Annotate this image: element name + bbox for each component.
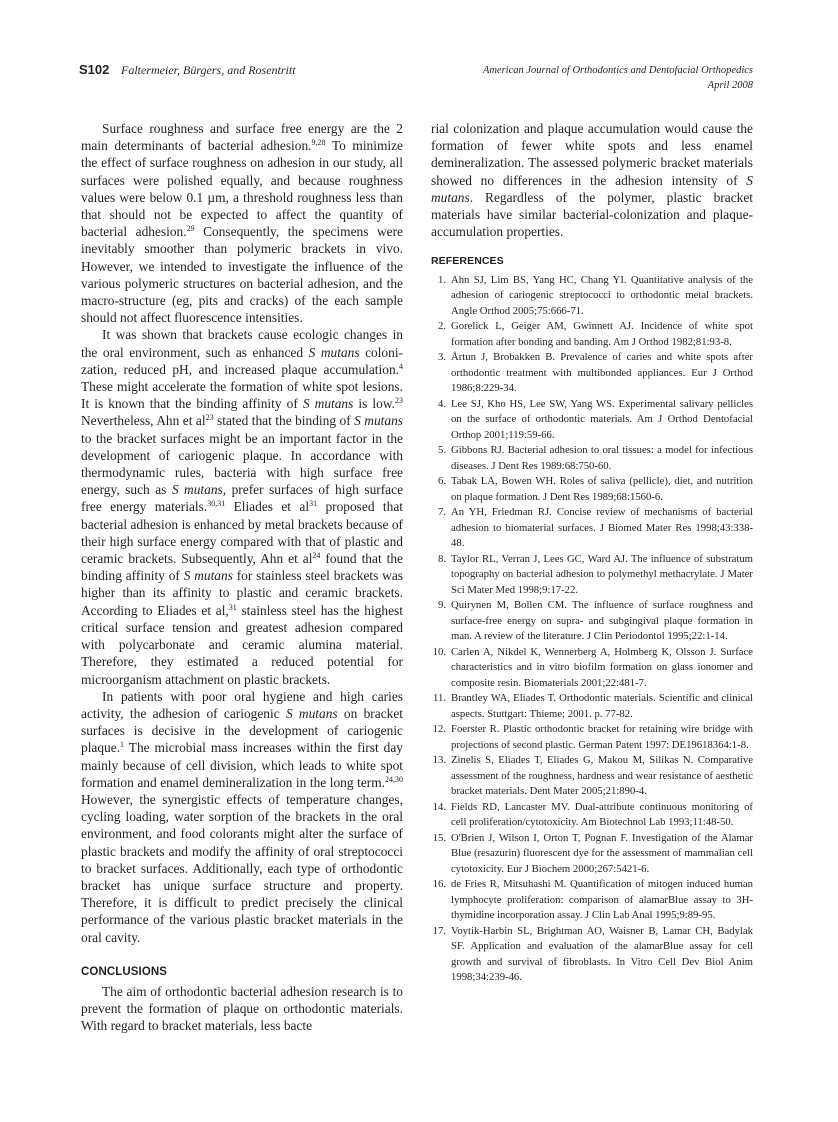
- reference-item: [431, 350, 753, 397]
- reference-number: 6.: [437, 475, 446, 488]
- reference-number: 10.: [432, 645, 446, 658]
- reference-list: [431, 273, 753, 986]
- reference-item: [431, 397, 753, 444]
- reference-text: Ahn SJ, Lim BS, Yang HC, Chang YI. Quantitative analysis of the adhesion of cariogenic streptococci to orthodontic metal brackets. Angle Orthod 2005;75:666-71.: [451, 273, 753, 317]
- reference-item: [431, 924, 753, 986]
- journal-info: [483, 63, 753, 93]
- citation-superscript: 23: [205, 413, 214, 423]
- reference-item: [431, 691, 753, 722]
- reference-text: Carlen A, Nikdel K, Wennerberg A, Holmberg K, Olsson J. Surface characteristics and in vitro biofilm formation on glass ionomer and composite resin. Biomaterials 2001;22:481-7.: [451, 645, 753, 689]
- citation-superscript: 23: [395, 396, 403, 406]
- reference-text: Gorelick L, Geiger AM, Gwinnett AJ. Incidence of white spot formation after bonding and banding. Am J Orthod 1982;81:93-8.: [451, 320, 753, 348]
- conclusions-continuation: rial colonization and plaque accumulation would cause the formation of fewer white spots and less enamel demineralization. The assessed polymeric bracket materials showed no differences in the adhesion intensity of S mutans. Regardless of the polymer, plastic bracket materials have similar bacterial-colonization and plaque-accumulation properties.: [431, 121, 753, 240]
- reference-text: Taylor RL, Verran J, Lees GC, Ward AJ. The influence of substratum topography on bacterial adhesion to polymethyl methacrylate. J Mater Sci Mater Med 1998;9:17-22.: [451, 552, 753, 596]
- reference-text: Voytik-Harbin SL, Brightman AO, Waisner B, Lamar CH, Badylak SF. Application and evaluation of the alamarBlue assay for cell growth and survival of fibroblasts. In Vitro Cell Dev Biol Anim 1998;34:239-46.: [451, 924, 753, 984]
- conclusions-paragraph: The aim of orthodontic bacterial adhesion research is to prevent the formation of plaque on orthodontic materials. With regard to bracket materials, less bacte: [81, 983, 403, 1034]
- running-authors: Faltermeier, Bürgers, and Rosentritt: [121, 63, 296, 77]
- species-name: S mutans: [431, 172, 753, 205]
- citation-superscript: 1: [120, 740, 125, 750]
- reference-text: Quirynen M, Bollen CM. The influence of surface roughness and surface-free energy on supra- and subgingival plaque formation in man. A review of the literature. J Clin Periodontol 1995;22:1-14.: [451, 599, 753, 643]
- reference-item: [431, 877, 753, 924]
- reference-number: 17.: [432, 924, 446, 937]
- reference-number: 14.: [432, 800, 446, 813]
- page-number: S102: [79, 62, 110, 77]
- species-name: S mutans: [354, 413, 403, 429]
- species-name: S mutans: [171, 482, 223, 498]
- citation-superscript: 24: [312, 551, 321, 561]
- reference-item: [431, 474, 753, 505]
- reference-text: Brantley WA, Eliades T. Orthodontic materials. Scientific and clinical aspects. Stuttgart: Thieme; 2001. p. 77-82.: [451, 692, 753, 720]
- citation-superscript: 29: [186, 224, 195, 234]
- discussion-paragraph: Surface roughness and surface free energy are the 2 main determinants of bacterial adhesion.$^{9,28}$ To minimize the effect of surface roughness on adhesion in our study, all surfaces were polished equally, and because roughness values were below 0.1 µm, a threshold roughness less than that should not be expected to affect the quantity of bacterial adhesion.$^{29}$ Consequently, the specimens were inevitably smoother than polymeric brackets in vivo. However, we intended to investigate the influence of the various polymeric structures on bacterial adhesion, and the macro-structure (eg, pits and cracks) of the each sample should not affect fluorescence intensities.: [81, 121, 403, 326]
- reference-text: Foerster R. Plastic orthodontic bracket for retaining wire bridge with projections of second plastic. German Patent 1997: DE19618364:1-8.: [451, 723, 753, 751]
- reference-item: [431, 443, 753, 474]
- discussion-paragraph: It was shown that brackets cause ecologic changes in the oral environment, such as enhanced S mutans colonization, reduced pH, and increased plaque accumulation.$^4$ These might accelerate the formation of white spot lesions. It is known that the binding affinity of S mutans is low.$^{23}$ Nevertheless, Ahn et $al^{23}$ stated that the binding of S mutans to the bracket surfaces might be an important factor in the development of cariogenic plaque. In accordance with thermodynamic rules, bacteria with high surface free energy, such as S mutans, prefer surfaces of high surface free energy materials.$^{30,31}$ Eliades et $al^{31}$ proposed that bacterial adhesion is enhanced by metal brackets because of their high surface energy compared with that of plastic and ceramic brackets. Subsequently, Ahn et $al^{24}$ found that the binding affinity of S mutans for stainless steel brackets was higher than its affinity to plastic and ceramic brackets. According to Eliades et al,$^{31}$ stainless steel has the highest critical surface tension and greatest adhesion compared with polycarbonate and ceramic alumina material. Therefore, they estimated a reduced potential for microorganism attachment on plastic brackets.: [81, 327, 404, 687]
- reference-number: 3.: [437, 351, 446, 364]
- reference-number: 15.: [432, 831, 446, 844]
- reference-item: [431, 552, 753, 599]
- reference-number: 7.: [437, 506, 446, 519]
- reference-number: 5.: [437, 444, 446, 457]
- reference-item: [431, 273, 753, 320]
- reference-text: Zinelis S, Eliades T, Eliades G, Makou M, Silikas N. Comparative assessment of the roughness, hardness and wear resistance of aesthetic bracket materials. Dent Mater 2005;21:890-4.: [451, 754, 753, 798]
- citation-superscript: 31: [309, 499, 318, 509]
- reference-text: Årtun J, Brobakken B. Prevalence of caries and white spots after orthodontic treatment with multibonded appliances. Eur J Orthod 1986;8:229-34.: [451, 351, 753, 395]
- journal-title: American Journal of Orthodontics and Dentofacial Orthopedics: [482, 65, 753, 76]
- references-heading: REFERENCES: [431, 255, 504, 268]
- reference-number: 12.: [432, 723, 446, 736]
- reference-item: [431, 645, 753, 692]
- reference-text: Gibbons RJ. Bacterial adhesion to oral tissues: a model for infectious diseases. J Dent Res 1989:68:750-60.: [451, 444, 753, 472]
- reference-number: 13.: [432, 754, 446, 767]
- citation-superscript: 9,28: [311, 138, 326, 148]
- species-name: S mutans: [285, 705, 338, 721]
- issue-date: April 2008: [707, 80, 753, 91]
- reference-number: 16.: [432, 878, 446, 891]
- reference-item: [431, 598, 753, 645]
- species-name: S mutans: [302, 396, 354, 412]
- citation-superscript: 31: [228, 602, 237, 612]
- reference-number: 8.: [437, 552, 446, 565]
- citation-superscript: 24,30: [385, 774, 403, 784]
- reference-item: [431, 722, 753, 753]
- reference-text: Lee SJ, Kho HS, Lee SW, Yang WS. Experimental salivary pellicles on the surface of orthodontic materials. Am J Orthod Dentofacial Orthop 2001;119:59-66.: [451, 397, 753, 441]
- species-name: S mutans: [183, 568, 233, 584]
- reference-number: 2.: [437, 320, 446, 333]
- reference-item: [431, 800, 753, 831]
- conclusions-heading: CONCLUSIONS: [81, 965, 168, 978]
- running-header: [79, 62, 753, 94]
- reference-number: 1.: [437, 273, 446, 286]
- reference-text: An YH, Friedman RJ. Concise review of mechanisms of bacterial adhesion to biomaterial surfaces. J Biomed Mater Res 1998;43:338-48.: [451, 506, 753, 550]
- right-column: [431, 120, 753, 986]
- reference-item: [431, 753, 753, 800]
- reference-text: de Fries R, Mitsuhashi M. Quantification of mitogen induced human lymphocyte proliferation: comparison of alamarBlue assay to 3H-thymidine incorporation assay. J Clin Lab Anal 1995;9:89-95.: [451, 878, 753, 922]
- reference-number: 9.: [437, 599, 446, 612]
- reference-number: 11.: [433, 692, 446, 705]
- citation-superscript: 4: [399, 361, 403, 371]
- reference-item: [431, 505, 753, 552]
- reference-text: Fields RD, Lancaster MV. Dual-attribute continuous monitoring of cell proliferation/cytotoxicity. Am Biotechnol Lab 1993;11:48-50.: [451, 800, 753, 829]
- discussion-paragraph: In patients with poor oral hygiene and high caries activity, the adhesion of cariogenic S mutans on bracket surfaces is decisive in the development of cariogenic plaque.$^1$ The microbial mass increases within the first day mainly because of cell division, which leads to white spot formation and enamel demineralization in the long term.$^{24,30}$ However, the synergistic effects of temperature changes, cycling loading, water sorption of the brackets in the oral environment, and food colorants might alter the surface of plastic brackets and modify the affinity of oral streptococci to bracket surfaces. Additionally, each type of orthodontic bracket has unique surface structure and property. Therefore, it is difficult to predict precisely the clinical performance of the various plastic bracket materials in the oral cavity.: [81, 688, 403, 945]
- reference-item: [431, 831, 753, 878]
- left-column: [81, 120, 403, 1035]
- reference-number: 4.: [437, 397, 446, 410]
- species-name: S mutans: [308, 344, 360, 360]
- citation-superscript: 30,31: [207, 499, 226, 509]
- reference-item: [431, 319, 753, 350]
- reference-text: Tabak LA, Bowen WH. Roles of saliva (pellicle), diet, and nutrition on plaque formation. J Dent Res 1989;68:1560-6.: [451, 475, 753, 503]
- reference-text: O'Brien J, Wilson I, Orton T, Pognan F. Investigation of the Alamar Blue (resazurin) fluorescent dye for the assessment of mammalian cell cytotoxicity. Eur J Biochem 2000;267:5421-6.: [451, 831, 753, 875]
